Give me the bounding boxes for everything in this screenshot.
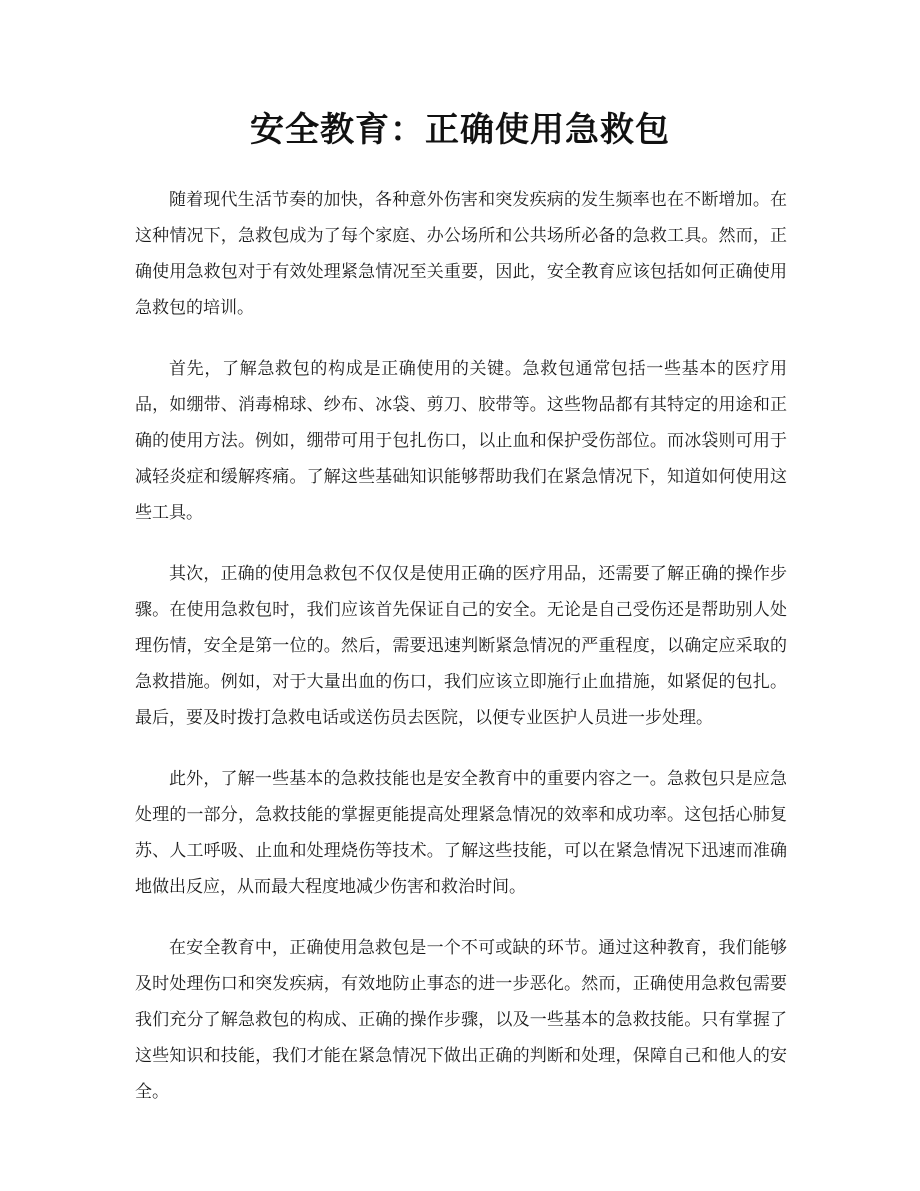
paragraph-1: 随着现代生活节奏的加快，各种意外伤害和突发疾病的发生频率也在不断增加。在这种情况下，急救包成为了每个家庭、办公场所和公共场所必备的急救工具。然而，正确使用急救包对于有效处理紧急情况至关重要，因此，安全教育应该包括如何正确使用急救包的培训。 xyxy=(135,190,787,318)
document-title: 安全教育：正确使用急救包 xyxy=(250,110,670,150)
paragraph-4: 此外，了解一些基本的急救技能也是安全教育中的重要内容之一。急救包只是应急处理的一部分，急救技能的掌握更能提高处理紧急情况的效率和成功率。这包括心肺复苏、人工呼吸、止血和处理烧伤等技术。了解这些技能，可以在紧急情况下迅速而准确地做出反应，从而最大程度地减少伤害和救治时间。 xyxy=(135,769,787,897)
paragraph-2: 首先，了解急救包的构成是正确使用的关键。急救包通常包括一些基本的医疗用品，如绷带、消毒棉球、纱布、冰袋、剪刀、胶带等。这些物品都有其特定的用途和正确的使用方法。例如，绷带可用于包扎伤口，以止血和保护受伤部位。而冰袋则可用于减轻炎症和缓解疼痛。了解这些基础知识能够帮助我们在紧急情况下，知道如何使用这些工具。 xyxy=(135,359,787,523)
document-body xyxy=(135,182,787,1135)
paragraph-3: 其次，正确的使用急救包不仅仅是使用正确的医疗用品，还需要了解正确的操作步骤。在使用急救包时，我们应该首先保证自己的安全。无论是自己受伤还是帮助别人处理伤情，安全是第一位的。然后，需要迅速判断紧急情况的严重程度，以确定应采取的急救措施。例如，对于大量出血的伤口，我们应该立即施行止血措施，如紧促的包扎。最后，要及时拨打急救电话或送伤员去医院，以便专业医护人员进一步处理。 xyxy=(135,564,787,728)
paragraph-5: 在安全教育中，正确使用急救包是一个不可或缺的环节。通过这种教育，我们能够及时处理伤口和突发疾病，有效地防止事态的进一步恶化。然而，正确使用急救包需要我们充分了解急救包的构成、正确的操作步骤，以及一些基本的急救技能。只有掌握了这些知识和技能，我们才能在紧急情况下做出正确的判断和处理，保障自己和他人的安全。 xyxy=(135,938,787,1102)
